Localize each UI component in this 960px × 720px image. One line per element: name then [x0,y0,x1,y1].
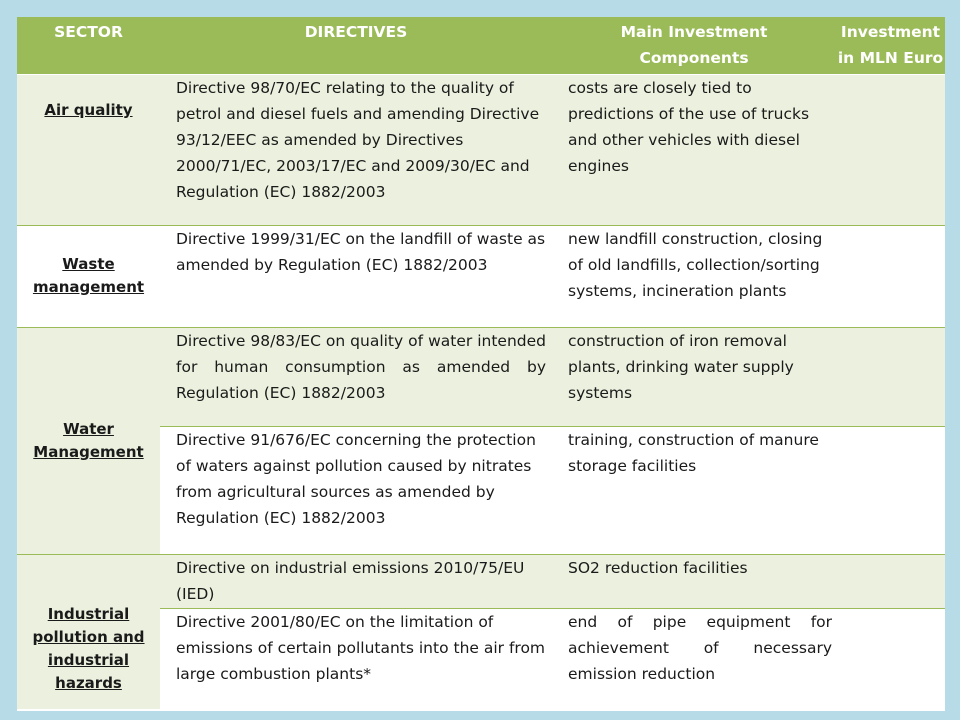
investment-table-slide [17,17,945,711]
investment-cell [836,609,945,709]
directive-cell: Directive 91/676/EC concerning the protection of waters against pollution caused by nitrates from agricultural sources as amended by Regulation (EC) 1882/2003 [176,427,552,555]
sector-cell: Industrial pollution and industrial hazards [17,555,160,709]
header-components-line1: Main Investment [620,23,768,41]
directive-cell: Directive 1999/31/EC on the landfill of waste as amended by Regulation (EC) 1882/2003 [176,226,552,328]
investment-cell [836,555,945,609]
components-cell: training, construction of manure storage facilities [568,427,836,555]
investment-cell [836,226,945,328]
directives-table [17,17,945,709]
directive-cell: Directive on industrial emissions 2010/75/EU (IED) [176,555,552,609]
header-directives [160,17,552,75]
investment-cell [836,75,945,226]
table-row [17,555,945,609]
directive-cell: Directive 98/83/EC on quality of water intended for human consumption as amended by Regulation (EC) 1882/2003 [176,328,552,427]
table-header-row [17,17,945,75]
sector-cell: Waste management [17,226,160,328]
components-text: costs are closely tied to predictions of the use of trucks [568,79,810,123]
header-investment-line2: in MLN Euro [837,49,944,67]
components-text: and other vehicles with diesel engines [568,131,800,175]
investment-cell [836,427,945,555]
header-components [552,17,836,75]
components-cell: SO2 reduction facilities [568,555,836,609]
header-sector: SECTOR [17,17,160,75]
table-row [17,75,945,226]
components-cell [568,75,836,226]
investment-cell [836,328,945,427]
table-row [17,328,945,427]
components-cell: construction of iron removal plants, drinking water supply systems [568,328,836,427]
header-investment-line1: Investment [840,23,941,41]
sector-cell: Water Management [17,328,160,555]
directive-cell: Directive 2001/80/EC on the limitation of emissions of certain pollutants into the air from large combustion plants* [176,609,552,709]
header-directives-label: DIRECTIVES [304,23,408,41]
components-cell: end of pipe equipment for achievement of necessary emission reduction [568,609,836,709]
components-cell: new landfill construction, closing of old landfills, collection/sorting systems, incineration plants [568,226,836,328]
table-row [17,226,945,328]
sector-cell: Air quality [17,75,160,226]
directive-cell: Directive 98/70/EC relating to the quality of petrol and diesel fuels and amending Directive 93/12/EEC as amended by Directives 2000/71/EC, 2003/17/EC and 2009/30/EC and Regulation (EC) 1882/2003 [176,75,552,226]
header-components-line2: Components [639,49,749,67]
header-investment [836,17,945,75]
